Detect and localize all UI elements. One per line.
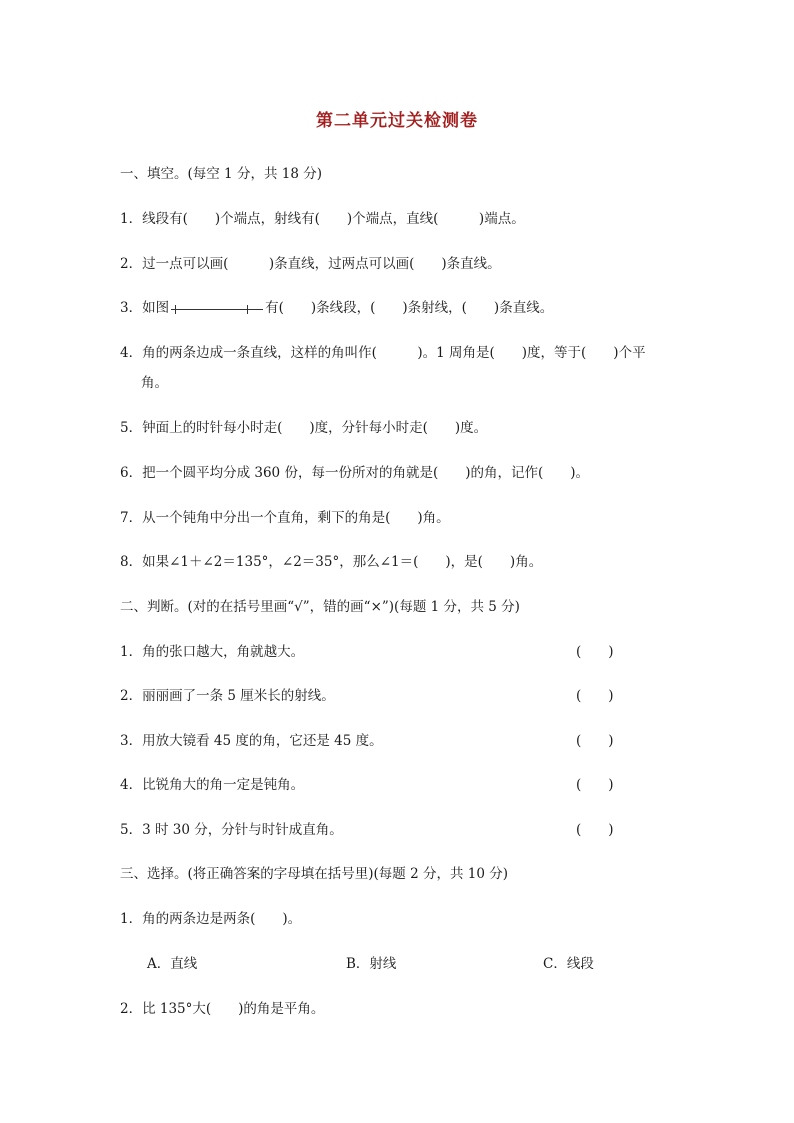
choice-option-a: A．直线 — [147, 956, 198, 972]
answer-blank: ( ) — [576, 733, 614, 749]
fill-question-3-suffix: 有( )条线段，( )条射线，( )条直线。 — [265, 300, 554, 316]
answer-blank: ( ) — [576, 644, 614, 660]
fill-question-3-prefix: 3．如图 — [120, 300, 170, 316]
answer-blank: ( ) — [576, 688, 614, 704]
section3-heading: 三、选择。(将正确答案的字母填在括号里)(每题 2 分，共 10 分) — [120, 866, 508, 882]
answer-blank: ( ) — [576, 822, 614, 838]
judge-question-2: 2．丽丽画了一条 5 厘米长的射线。 — [120, 688, 335, 704]
fill-question-4-continued: 角。 — [141, 375, 168, 391]
judge-question-5: 5．3 时 30 分，分针与时针成直角。 — [120, 822, 343, 838]
fill-question-7: 7．从一个钝角中分出一个直角，剩下的角是( )角。 — [120, 510, 450, 526]
fill-question-3 — [120, 299, 553, 317]
section1-heading: 一、填空。(每空 1 分，共 18 分) — [120, 166, 322, 182]
choice-option-c: C．线段 — [543, 956, 594, 972]
fill-question-5: 5．钟面上的时针每小时走( )度，分针每小时走( )度。 — [120, 420, 488, 436]
choice-option-b: B．射线 — [346, 956, 397, 972]
section2-heading: 二、判断。(对的在括号里画“√”，错的画“×”)(每题 1 分，共 5 分) — [120, 599, 520, 615]
judge-question-1: 1．角的张口越大，角就越大。 — [120, 644, 305, 660]
fill-question-6: 6．把一个圆平均分成 360 份，每一份所对的角就是( )的角，记作( )。 — [120, 465, 590, 481]
fill-question-1: 1．线段有( )个端点，射线有( )个端点，直线( )端点。 — [120, 211, 525, 227]
judge-question-4: 4．比锐角大的角一定是钝角。 — [120, 777, 305, 793]
line-segment-figure — [171, 303, 263, 315]
fill-question-8: 8．如果∠1＋∠2＝135°，∠2＝35°，那么∠1＝( )，是( )角。 — [120, 554, 543, 570]
page-title: 第二单元过关检测卷 — [316, 111, 478, 131]
fill-question-4: 4．角的两条边成一条直线，这样的角叫作( )。1 周角是( )度，等于( )个平 — [120, 345, 646, 361]
judge-question-3: 3．用放大镜看 45 度的角，它还是 45 度。 — [120, 733, 383, 749]
choice-question-2: 2．比 135°大( )的角是平角。 — [120, 1001, 325, 1017]
fill-question-2: 2．过一点可以画( )条直线，过两点可以画( )条直线。 — [120, 256, 501, 272]
answer-blank: ( ) — [576, 777, 614, 793]
choice-question-1: 1．角的两条边是两条( )。 — [120, 911, 302, 927]
